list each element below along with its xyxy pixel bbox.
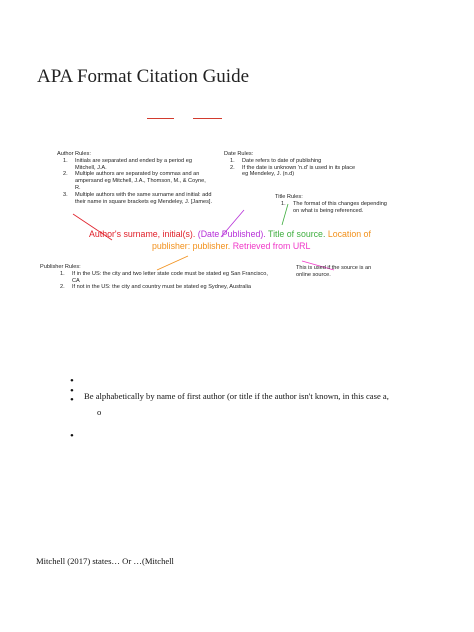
list-number: 1.: [60, 270, 65, 277]
date-rules-heading: Date Rules:: [224, 151, 254, 157]
list-number: 2.: [230, 164, 235, 171]
citation-title: Title of source.: [268, 229, 326, 239]
list-item: [230, 165, 358, 179]
list-text: Multiple authors with the same surname and initial: add their name in square brackets eg Mendeley, J. [James].: [75, 191, 213, 205]
citation-publisher: publisher: publisher.: [152, 241, 231, 251]
author-rules-heading: Author Rules:: [57, 151, 91, 157]
bullet: •: [70, 394, 74, 406]
citation-retrieved: Retrieved from URL: [232, 241, 311, 251]
list-number: 3.: [63, 191, 68, 198]
list-text: The format of this changes depending on what is being referenced.: [293, 200, 387, 214]
list-text: If not in the US: the city and country must be stated eg Sydney, Australia: [72, 284, 251, 291]
author-rules-block: [57, 151, 212, 205]
citation-date: (Date Published).: [197, 229, 266, 239]
list-text: Initials are separated and ended by a period eg Mitchell, J.A.: [75, 157, 192, 171]
url-note: This is used if the source is an online source.: [296, 265, 372, 278]
list-item: [63, 192, 212, 206]
citation-location: Location of: [327, 229, 371, 239]
sub-bullet: o: [97, 407, 102, 417]
bullet: •: [70, 385, 74, 397]
list-number: 1.: [281, 200, 286, 207]
list-item: [63, 158, 212, 172]
list-text: If in the US: the city and two letter state code must be stated eg San Francisco, CA: [72, 270, 268, 284]
citation-line-1: [89, 229, 371, 240]
list-item: [60, 271, 270, 285]
list-item: [60, 284, 270, 291]
citation-line-2: [152, 241, 310, 252]
list-number: 1.: [63, 157, 68, 164]
citation-author: Author's surname, initial(s).: [89, 229, 196, 239]
date-rules-block: [224, 151, 358, 178]
list-number: 1.: [230, 157, 235, 164]
list-number: 2.: [63, 171, 68, 178]
bullet: •: [70, 375, 74, 387]
list-text: Multiple authors are separated by commas and an ampersand eg Mitchell, J.A., Thomson, M., & Coyne, R.: [75, 171, 206, 191]
bullet: •: [70, 430, 74, 442]
page-title: APA Format Citation Guide: [37, 66, 250, 87]
title-rules-block: [275, 194, 387, 214]
publisher-rules-block: [40, 264, 270, 291]
bullet-text: Be alphabetically by name of first author (or title if the author isn't known, in this case a,: [84, 391, 389, 401]
footer-text: Mitchell (2017) states… Or …(Mitchell: [36, 556, 174, 566]
title-rules-heading: Title Rules:: [275, 194, 303, 200]
list-item: [281, 201, 387, 215]
list-item: [63, 171, 212, 191]
publisher-rules-heading: Publisher Rules:: [40, 264, 81, 270]
list-number: 2.: [60, 284, 65, 291]
list-text: If the date is unknown 'n.d' is used in its place eg Mendeley, J. (n.d): [242, 164, 356, 178]
list-item: [230, 158, 358, 165]
list-text: Date refers to date of publishing: [242, 157, 322, 164]
